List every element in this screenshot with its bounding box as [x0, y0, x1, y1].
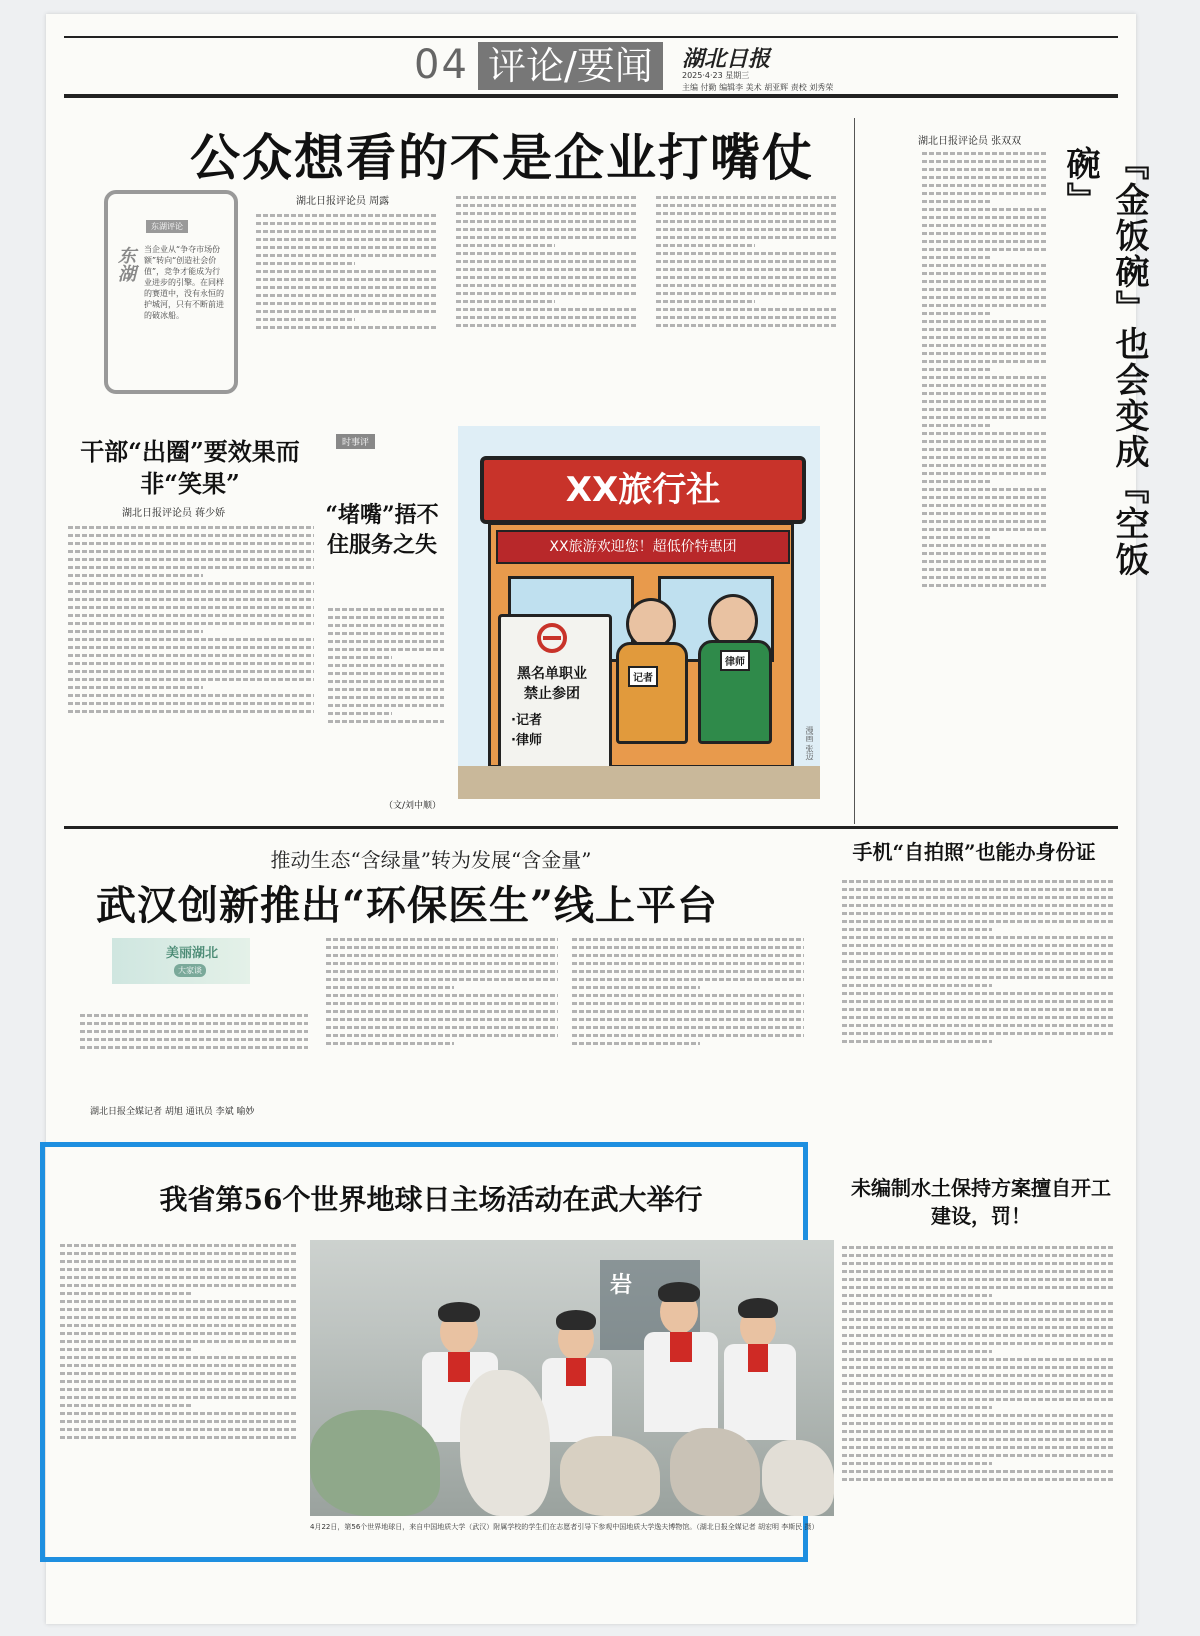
rock-specimen	[762, 1440, 834, 1516]
lead-body-col-3	[656, 192, 836, 396]
soil-article-title: 未编制水土保持方案擅自开工建设，罚！	[851, 1176, 1111, 1228]
cartoon-illustration	[458, 426, 820, 799]
cartoon-credit: 漫画 张迈	[805, 726, 814, 761]
top-rule	[64, 36, 1118, 38]
ground	[458, 766, 820, 799]
eco-logo-sub: 大家谈	[174, 964, 206, 977]
rock-specimen	[670, 1428, 760, 1516]
eco-body-col-1	[326, 934, 558, 1112]
eco-kicker: 推动生态“含绿量”转为发展“含金量”	[270, 848, 592, 872]
page-number: 04	[414, 42, 469, 88]
earth-day-headline: 我省第56个世界地球日主场活动在武大举行	[159, 1183, 703, 1216]
right-column-byline: 湖北日报评论员 张双双	[918, 136, 1022, 147]
rock-specimen	[460, 1370, 550, 1516]
side-article-1-body	[68, 522, 314, 812]
side-article-2-title: “堵嘴”捂不住服务之失	[325, 502, 439, 558]
eco-body-col-2	[572, 934, 804, 1112]
right-column-body	[922, 148, 1046, 808]
paper-logo: 湖北日报	[682, 46, 771, 72]
side-article-1-title: 干部“出圈”要效果而非“笑果”	[80, 437, 300, 498]
student-hair	[556, 1310, 596, 1330]
newspaper-page	[46, 14, 1149, 1624]
right-column-vertical-title: 『金饭碗』也会变成『空饭碗』	[1060, 146, 1149, 578]
reporter-badge: 记者	[628, 666, 658, 687]
eco-editor-note	[80, 1010, 308, 1076]
rock-specimen	[560, 1436, 660, 1516]
side-article-2-author: （文/刘中顺）	[384, 801, 442, 811]
soil-article-body	[842, 1242, 1114, 1612]
board-subtitle: 禁止参团	[524, 686, 580, 702]
id-article-body	[842, 876, 1114, 1128]
board-item-reporter: ·记者	[511, 713, 542, 728]
right-column-divider	[854, 118, 855, 824]
promo-banner: XX旅游欢迎您！超低价特惠团	[496, 530, 790, 564]
board-title: 黑名单职业	[517, 666, 587, 682]
eco-logo-title: 美丽湖北	[166, 946, 219, 961]
lead-body-col-2	[456, 192, 636, 396]
eco-headline: 武汉创新推出“环保医生”线上平台	[96, 882, 719, 929]
date-line: 2025·4·23 星期三	[682, 71, 750, 80]
travel-agency-sign: XX旅行社	[480, 456, 806, 524]
side-article-1-byline: 湖北日报评论员 蒋少娇	[122, 508, 226, 519]
mid-rule	[64, 826, 1118, 829]
photo-caption: 4月22日，第56个世界地球日，来自中国地质大学（武汉）附属学校的学生们在志愿者引导下参观中国地质大学逸夫博物馆。（湖北日报全媒记者 胡宏明 李斯民 摄）	[310, 1523, 819, 1531]
pull-quote: 当企业从“争夺市场份额”转向“创造社会价值”，竞争才能成为行业进步的引擎。在同样的赛道中，没有永恒的护城河，只有不断前进的破冰船。	[144, 245, 224, 320]
editor-line: 主编 付勤 编辑李 美术 胡亚辉 责校 刘秀荣	[682, 83, 834, 92]
column-tag: 东湖评论	[146, 220, 188, 233]
red-scarf	[748, 1344, 768, 1372]
earth-day-photo	[310, 1240, 834, 1516]
reporter-body	[616, 642, 688, 744]
student-hair	[438, 1302, 480, 1322]
museum-sign-icon: 岩	[610, 1272, 633, 1298]
side-article-2-tag: 时事评	[336, 434, 375, 449]
prohibited-icon	[537, 623, 567, 653]
eco-byline: 湖北日报全媒记者 胡旭 通讯员 李斌 喻妙	[90, 1107, 255, 1117]
column-brand: 东湖	[115, 246, 136, 282]
rock-specimen	[310, 1410, 440, 1516]
lawyer-badge: 律师	[720, 650, 750, 671]
red-scarf	[566, 1358, 586, 1386]
lead-headline: 公众想看的不是企业打嘴仗	[190, 128, 814, 187]
masthead-rule	[64, 94, 1118, 98]
earth-day-body	[60, 1240, 298, 1540]
eco-logo	[112, 938, 250, 984]
id-article-title: 手机“自拍照”也能办身份证	[852, 840, 1096, 864]
red-scarf	[448, 1352, 470, 1382]
red-scarf	[670, 1332, 692, 1362]
student-hair	[658, 1282, 700, 1302]
board-item-lawyer: ·律师	[511, 733, 542, 748]
section-title: 评论/要闻	[478, 42, 663, 90]
lead-byline: 湖北日报评论员 周露	[296, 196, 390, 207]
blacklist-board	[498, 614, 612, 770]
student-hair	[738, 1298, 778, 1318]
side-article-2-body	[328, 604, 444, 794]
column-box	[104, 190, 238, 394]
lead-body-col-1	[256, 210, 436, 396]
